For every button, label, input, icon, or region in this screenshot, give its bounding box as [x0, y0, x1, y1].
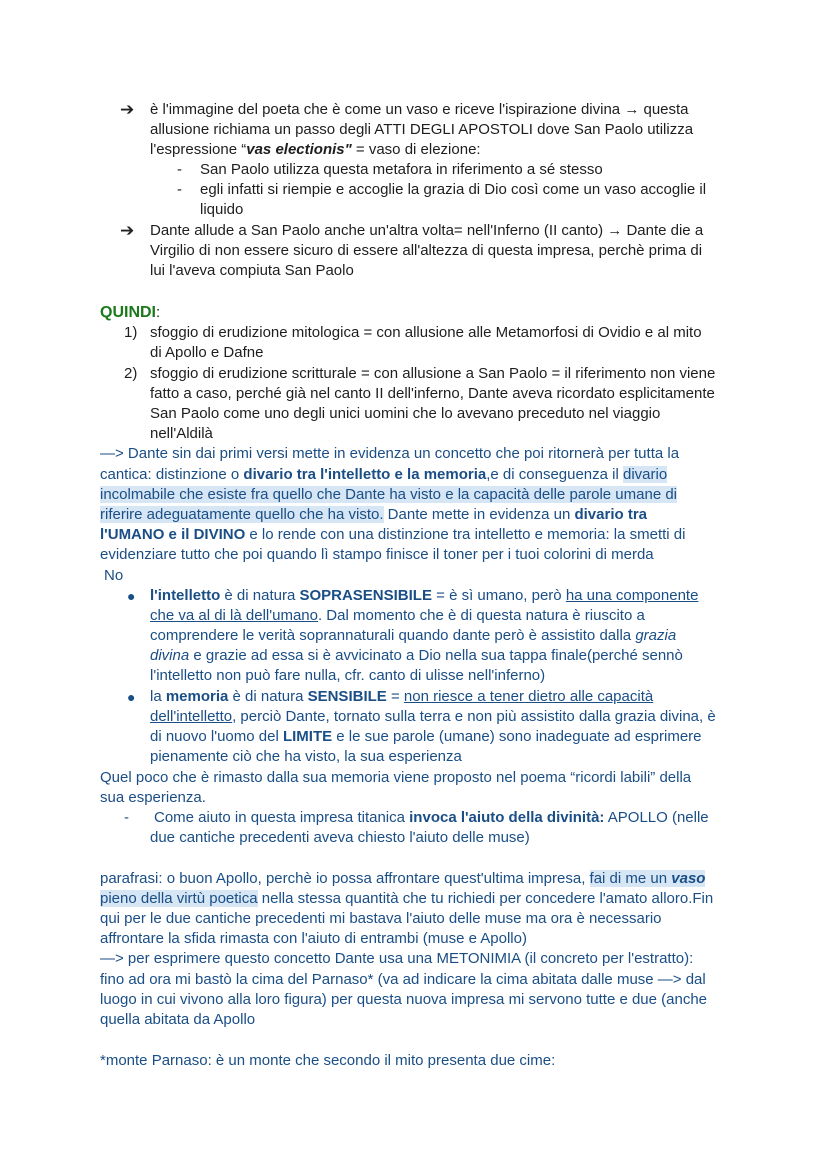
subitem-1: San Paolo utilizza questa metafora in riferimento a sé stesso — [200, 161, 603, 178]
arrow-item-2-line-1: Dante allude a San Paolo anche un'altra volta= nell'Inferno (II canto) → Dante die a — [150, 222, 704, 239]
bullet-1-line-3: comprendere le verità soprannaturali quando dante però è assistito dalla grazia — [150, 627, 677, 644]
para3-line-5: —> per esprimere questo concetto Dante usa una METONIMIA (il concreto per l'estratto): — [100, 950, 694, 967]
bullet-1-line-1: l'intelletto è di natura SOPRASENSIBILE = è sì umano, però ha una componente — [150, 587, 699, 604]
subitem-2-line-2: liquido — [200, 201, 244, 218]
quindi-heading: QUINDI: — [100, 304, 161, 321]
arrow-item-1-line-2: allusione richiama un passo degli ATTI DEGLI APOSTOLI dove San Paolo utilizza — [150, 121, 694, 138]
bullet-1-line-2: che va al di là dell'umano. Dal momento che è di questa natura è riuscito a — [150, 607, 645, 624]
list-number: 2) — [124, 365, 138, 382]
arrow-item-1-line-3: l'espressione “vas electionis" = vaso di elezione: — [150, 141, 481, 158]
para2-line-2: sua esperienza. — [100, 789, 206, 806]
para3-line-7: luogo in cui vivono alla loro figura) per questa nuova impresa mi servono tutte e due (anche — [100, 991, 708, 1008]
numbered-item-2-line-4: nell'Aldilà — [150, 425, 213, 442]
bullet-2-line-1: la memoria è di natura SENSIBILE = non riesce a tener dietro alle capacità — [150, 688, 654, 705]
para3-line-8: quella abitata da Apollo — [100, 1011, 256, 1028]
numbered-item-1-line-1: sfoggio di erudizione mitologica = con allusione alle Metamorfosi di Ovidio e al mito — [150, 324, 702, 341]
subitem-2-line-1: egli infatti si riempie e accoglie la grazia di Dio così come un vaso accoglie il — [200, 181, 707, 198]
para1-line-3: incolmabile che esiste fra quello che Dante ha visto e la capacità delle parole umane di — [100, 486, 678, 503]
arrow-bullet-icon: ➔ — [120, 221, 135, 240]
para1-line-2: cantica: distinzione o divario tra l'intelletto e la memoria,e di conseguenza il divario — [100, 466, 668, 483]
para3-line-3: qui per le due cantiche precedenti mi bastava l'aiuto delle muse ma ora è necessario — [100, 910, 662, 927]
bullet-1-line-4: divina e grazie ad essa si è avvicinato a Dio nella sua tappa finale(perché sennò — [150, 647, 683, 664]
para3-line-1: parafrasi: o buon Apollo, perchè io possa affrontare quest'ultima impresa, fai di me un vaso — [100, 870, 706, 887]
footnote: *monte Parnaso: è un monte che secondo il mito presenta due cime: — [100, 1052, 556, 1069]
dash-bullet: - — [177, 161, 182, 178]
para1-line-5: l'UMANO e il DIVINO e lo rende con una distinzione tra intelletto e memoria: la smetti di — [100, 526, 686, 543]
numbered-item-2-line-1: sfoggio di erudizione scritturale = con allusione a San Paolo = il riferimento non viene — [150, 365, 716, 382]
numbered-item-2-line-3: San Paolo come uno degli unici uomini che lo avevano preceduto nel viaggio — [150, 405, 661, 422]
para1-line-7: No — [104, 567, 124, 584]
para1-line-1: —> Dante sin dai primi versi mette in evidenza un concetto che poi ritornerà per tutta la — [100, 445, 680, 462]
arrow-item-2-line-2: Virgilio di non essere sicuro di essere all'altezza di questa impresa, perchè prima di — [150, 242, 703, 259]
arrow-item-1-line-1: è l'immagine del poeta che è come un vaso e riceve l'ispirazione divina → questa — [150, 101, 689, 118]
dash-item-line-1: Come aiuto in questa impresa titanica invoca l'aiuto della divinità: APOLLO (nelle — [154, 809, 709, 826]
bullet-1-line-5: l'intelletto non può fare nulla, cfr. canto di ulisse nell'inferno) — [150, 667, 546, 684]
arrow-item-2-line-3: lui l'aveva compiuta San Paolo — [150, 262, 354, 279]
list-number: 1) — [124, 324, 138, 341]
arrow-bullet-icon: ➔ — [120, 100, 135, 119]
dash-item-line-2: due cantiche precedenti aveva chiesto l'aiuto delle muse) — [150, 829, 530, 846]
bullet-2-line-4: pienamente ciò che ha visto, la sua esperienza — [150, 748, 462, 765]
numbered-item-2-line-2: fatto a caso, perché già nel canto II dell'inferno, Dante aveva ricordato esplicitamente — [150, 385, 715, 402]
para1-line-6: evidenziare tutto che poi quando lì stampo finisce il toner per i tuoi colorini di merda — [100, 546, 654, 563]
bullet-dot: ● — [127, 689, 136, 705]
para2-line-1: Quel poco che è rimasto dalla sua memoria viene proposto nel poema “ricordi labili” della — [100, 769, 692, 786]
para1-line-4: riferire adeguatamente quello che ha visto. Dante mette in evidenza un divario tra — [100, 506, 647, 523]
dash-bullet: - — [124, 809, 129, 826]
para3-line-4: affrontare la sfida rimasta con l'aiuto di entrambi (muse e Apollo) — [100, 930, 527, 947]
para3-line-2: pieno della virtù poetica nella stessa quantità che tu richiedi per concedere l'amato alloro.Fin — [100, 890, 714, 907]
para3-line-6: fino ad ora mi bastò la cima del Parnaso* (va ad indicare la cima abitata dalle muse —> dal — [100, 971, 706, 988]
dash-bullet: - — [177, 181, 182, 198]
bullet-dot: ● — [127, 588, 136, 604]
numbered-item-1-line-2: di Apollo e Dafne — [150, 344, 264, 361]
bullet-2-line-3: di nuovo l'uomo del LIMITE e le sue parole (umane) sono inadeguate ad esprimere — [150, 728, 702, 745]
bullet-2-line-2: dell'intelletto, perciò Dante, tornato sulla terra e non più assistito dalla grazia divina, è — [150, 708, 716, 725]
